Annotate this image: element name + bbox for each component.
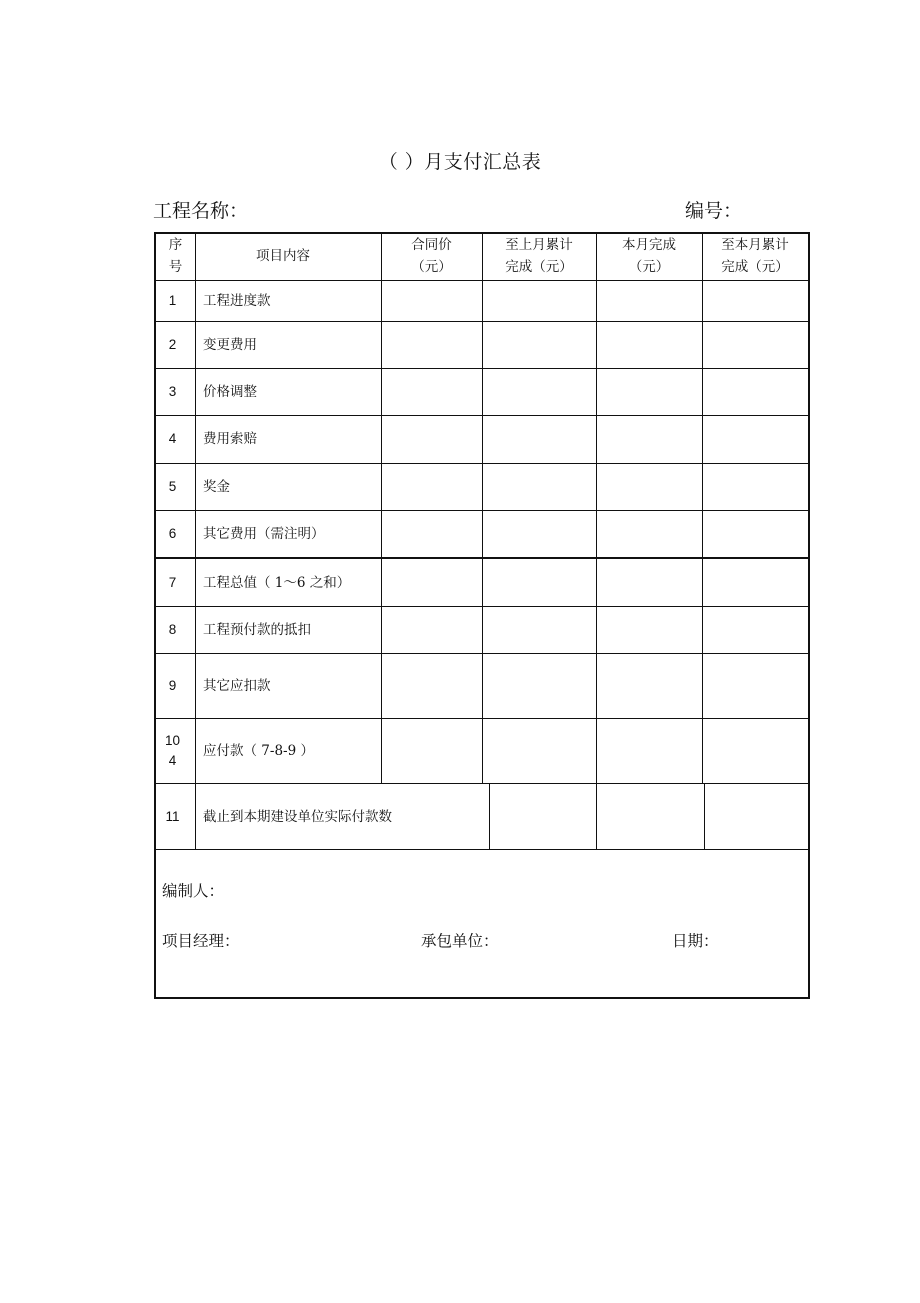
column-line [596, 234, 597, 849]
header-seq-line1: 序 [168, 237, 183, 253]
header-total-line1: 至本月累计 [721, 237, 789, 253]
date-label: 日期： [672, 932, 719, 950]
project-manager-label: 项目经理： [162, 932, 240, 950]
row-number: 3 [168, 384, 177, 399]
row-line [156, 783, 808, 784]
row-item: 截止到本期建设单位实际付款数 [203, 809, 392, 825]
row-item: 奖金 [203, 479, 230, 495]
row-item: 其它应扣款 [203, 678, 271, 694]
row-item: 价格调整 [203, 384, 257, 400]
row-item: 应付款（ 7-8-9 ） [203, 743, 314, 759]
row-item: 工程预付款的抵扣 [203, 622, 311, 638]
column-line [195, 234, 196, 849]
row-number-line1: 10 [164, 733, 181, 748]
header-total-line2: 完成（元） [721, 259, 789, 275]
row-number: 5 [168, 479, 177, 494]
header-prev-line1: 至上月累计 [505, 237, 573, 253]
serial-number-label: 编号： [685, 200, 743, 222]
row-number-line2: 4 [168, 753, 177, 768]
column-line [381, 234, 382, 783]
column-line [704, 783, 705, 849]
contractor-label: 承包单位： [421, 932, 499, 950]
payment-summary-table [154, 232, 810, 999]
row-number: 1 [168, 293, 177, 308]
row-number: 11 [165, 809, 180, 824]
row-item: 工程进度款 [203, 293, 271, 309]
header-month-line1: 本月完成 [622, 237, 676, 253]
row-item: 费用索赔 [203, 431, 257, 447]
row-line [156, 849, 808, 850]
row-number: 2 [168, 337, 177, 352]
row-item: 工程总值（ 1～6 之和） [203, 575, 351, 591]
prepared-by-label: 编制人： [162, 882, 225, 900]
row-number: 8 [168, 622, 177, 637]
column-line [489, 783, 490, 849]
row-item: 其它费用（需注明） [203, 526, 325, 542]
row-number: 6 [168, 526, 177, 541]
header-month-line2: （元） [628, 259, 670, 275]
header-contract-line1: 合同价 [411, 237, 452, 253]
header-contract-line2: （元） [411, 259, 452, 275]
project-name-label: 工程名称： [153, 200, 249, 222]
column-line [702, 234, 703, 783]
row-item: 变更费用 [203, 337, 257, 353]
row-number: 4 [168, 431, 177, 446]
header-seq-line2: 号 [168, 259, 183, 275]
header-prev-line2: 完成（元） [505, 259, 573, 275]
header-item: 项目内容 [256, 248, 310, 264]
row-number: 9 [168, 678, 177, 693]
row-number: 7 [168, 575, 177, 590]
document-title: （ ）月支付汇总表 [378, 151, 542, 173]
column-line [482, 234, 483, 783]
